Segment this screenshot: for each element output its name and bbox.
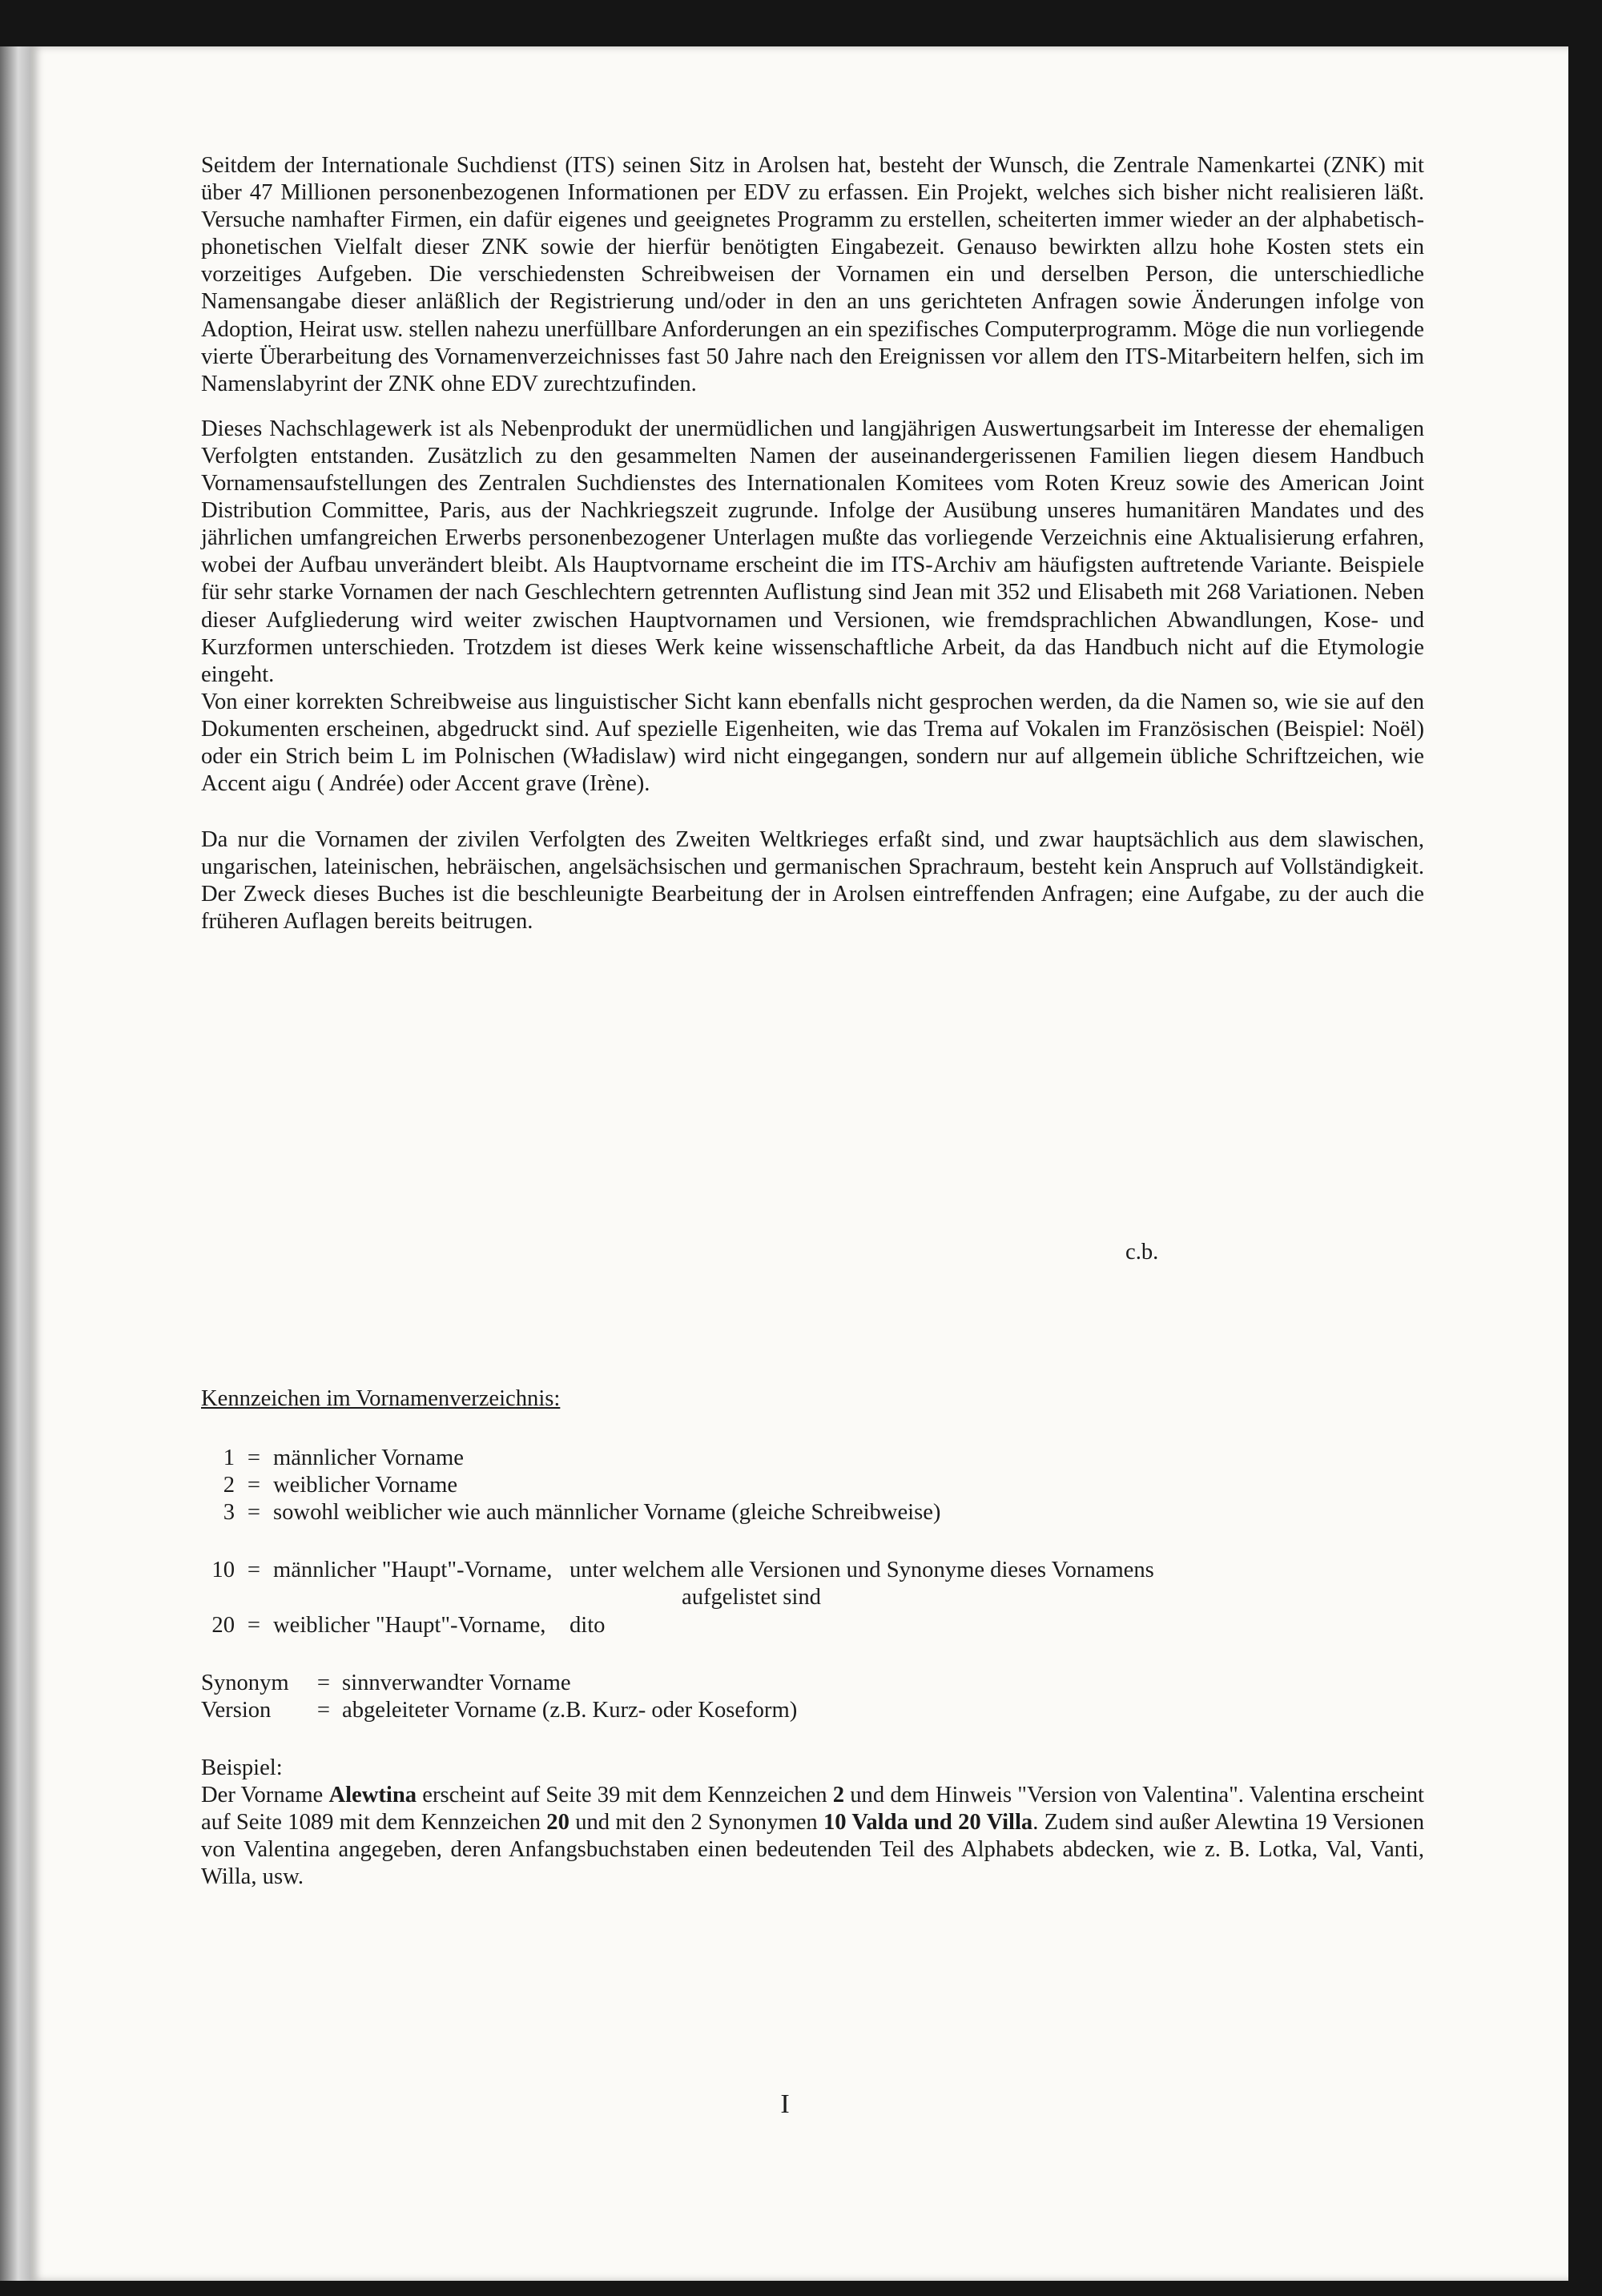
example-text-part: und dem Hinweis "Version von Valentina". Valentina erscheint auf Seite 1089 mit dem Kennzeichen — [201, 1782, 1424, 1836]
example-bold-code: 2 — [832, 1782, 845, 1807]
example-text-part: Der Vorname — [201, 1782, 329, 1807]
code-row — [201, 1472, 1424, 1499]
equals-sign: = — [247, 1612, 261, 1638]
equals-sign: = — [316, 1697, 331, 1723]
paragraph-its-edv: Seitdem der Internationale Suchdienst (ITS) seinen Sitz in Arolsen hat, besteht der Wunsch, die Zentrale Namenkartei (ZNK) mit über 47 Millionen personenbezogenen Informationen per EDV zu erfassen. Ein Projekt, welches sich bisher nicht realisieren läßt. Versuche namhafter Firmen, ein dafür eigenes und geeignetes Programm zu erstellen, scheiterten immer wieder an der alphabetisch-phonetischen Vielfalt dieser ZNK sowie der hierfür benötigten Eingabezeit. Genauso bewirkten allzu hohe Kosten stets ein vorzeitiges Aufgeben. Die verschiedensten Schreibweisen der Vornamen ein und derselben Person, die unterschiedliche Namensangabe dieser anläßlich der Registrierung und/oder in den an uns gerichteten Anfragen sowie Änderungen infolge von Adoption, Heirat usw. stellen nahezu unerfüllbare Anforderungen an ein spezifisches Computerprogramm. Möge die nun vorliegende vierte Überarbeitung des Vornamenverzeichnisses fast 50 Jahre nach den Ereignissen vor allem den ITS-Mitarbeitern helfen, sich im Namenslabyrint der ZNK ohne EDV zurechtzufinden. — [201, 153, 1424, 396]
code-number: 20 — [211, 1612, 235, 1638]
code-explanation: unter welchem alle Versionen und Synonyme dieses Vornamens — [570, 1558, 1154, 1583]
legend-section — [201, 1385, 1424, 1891]
code-number: 10 — [211, 1558, 235, 1583]
code-explanation-continued: aufgelistet sind — [682, 1585, 821, 1610]
term-name: Synonym — [201, 1670, 289, 1695]
example-text-part: und mit den 2 Synonymen — [569, 1810, 823, 1836]
example-text-part: . Zudem sind außer Alewtina 19 Versionen von Valentina angegeben, deren Anfangsbuchstaben einen bedeutenden Teil des Alphabets abdecken, wie z. B. Lotka, Val, Vanti, Willa, usw. — [201, 1810, 1424, 1890]
code-number: 1 — [223, 1446, 235, 1471]
term-row — [201, 1670, 1424, 1697]
example-heading: Beispiel: — [201, 1755, 283, 1780]
code-description: sowohl weiblicher wie auch männlicher Vorname (gleiche Schreibweise) — [273, 1500, 941, 1526]
page-number: I — [780, 2089, 790, 2119]
paragraph-nachschlagewerk: Dieses Nachschlagewerk ist als Nebenprodukt der unermüdlichen und langjährigen Auswertungsarbeit im Interesse der ehemaligen Verfolgten entstanden. Zusätzlich zu den gesammelten Namen der auseinandergerissenen Familien liegen diesem Handbuch Vornamensaufstellungen des Zentralen Suchdienstes des Internationalen Komitees vom Roten Kreuz sowie des American Joint Distribution Committee, Paris, aus der Nachkriegszeit zugrunde. Infolge der Ausübung unseres humanitären Mandates und des jährlichen umfangreichen Erwerbs personenbezogener Unterlagen mußte das vorliegende Verzeichnis eine Aktualisierung erfahren, wobei der Aufbau unverändert bleibt. Als Hauptvorname erscheint die im ITS-Archiv am häufigsten auftretende Variante. Beispiele für sehr starke Vornamen der nach Geschlechtern getrennten Auflistung sind Jean mit 352 und Elisabeth mit 268 Variationen. Neben dieser Aufgliederung wird weiter zwischen Hauptvornamen und Versionen, wie fremdsprachlichen Abwandlungen, Kose- und Kurzformen unterschieden. Trotzdem ist dieses Werk keine wissenschaftliche Arbeit, da das Handbuch nicht auf die Etymologie eingeht. — [201, 416, 1424, 687]
code-row — [201, 1445, 1424, 1472]
paragraph-vollstaendigkeit: Da nur die Vornamen der zivilen Verfolgten des Zweiten Weltkrieges erfaßt sind, und zwar hauptsächlich aus dem slawischen, ungarischen, lateinischen, hebräischen, angelsächsischen und germanischen Sprachraum, besteht kein Anspruch auf Vollständigkeit. Der Zweck dieses Buches ist die beschleunigte Bearbeitung der in Arolsen eintreffenden Anfragen; eine Aufgabe, zu der auch die früheren Auflagen bereits beitrugen. — [201, 827, 1424, 935]
equals-sign: = — [247, 1446, 261, 1471]
term-name: Version — [201, 1697, 272, 1723]
equals-sign: = — [247, 1500, 261, 1526]
example-bold-code: 20 — [546, 1810, 570, 1836]
main-code-row — [201, 1612, 1424, 1639]
code-number: 2 — [223, 1473, 235, 1498]
main-code-row — [201, 1557, 1424, 1584]
paragraph-schreibweise: Von einer korrekten Schreibweise aus linguistischer Sicht kann ebenfalls nicht gesprochen werden, da die Namen so, wie sie auf den Dokumenten erscheinen, abgedruckt sind. Auf spezielle Eigenheiten, wie das Trema auf Vokalen im Französischen (Beispiel: Noël) oder ein Strich beim L im Polnischen (Władislaw) wird nicht eingegangen, sondern nur auf allgemein übliche Schriftzeichen, wie Accent aigu ( Andrée) oder Accent grave (Irène). — [201, 689, 1424, 797]
signature: c.b. — [1125, 1240, 1159, 1265]
term-row — [201, 1697, 1424, 1724]
equals-sign: = — [247, 1558, 261, 1583]
page-edge — [0, 46, 30, 2281]
example-text — [201, 1782, 1424, 1891]
code-description: männlicher "Haupt"-Vorname, — [273, 1558, 553, 1583]
code-explanation: dito — [570, 1612, 606, 1638]
term-description: abgeleiteter Vorname (z.B. Kurz- oder Koseform) — [342, 1697, 798, 1723]
equals-sign: = — [247, 1473, 261, 1498]
equals-sign: = — [316, 1670, 331, 1695]
example-bold-name: Alewtina — [328, 1782, 417, 1807]
code-description: weiblicher "Haupt"-Vorname, — [273, 1612, 546, 1638]
term-description: sinnverwandter Vorname — [342, 1670, 571, 1695]
code-description: männlicher Vorname — [273, 1446, 464, 1471]
example-bold-synonyms: 10 Valda und 20 Villa — [823, 1810, 1033, 1836]
code-description: weiblicher Vorname — [273, 1473, 458, 1498]
code-row — [201, 1499, 1424, 1526]
example-section — [201, 1755, 1424, 1891]
legend-title: Kennzeichen im Vornamenverzeichnis: — [201, 1386, 561, 1411]
code-number: 3 — [223, 1500, 235, 1526]
intro-text — [201, 152, 1424, 936]
example-text-part: erscheint auf Seite 39 mit dem Kennzeichen — [417, 1782, 833, 1807]
